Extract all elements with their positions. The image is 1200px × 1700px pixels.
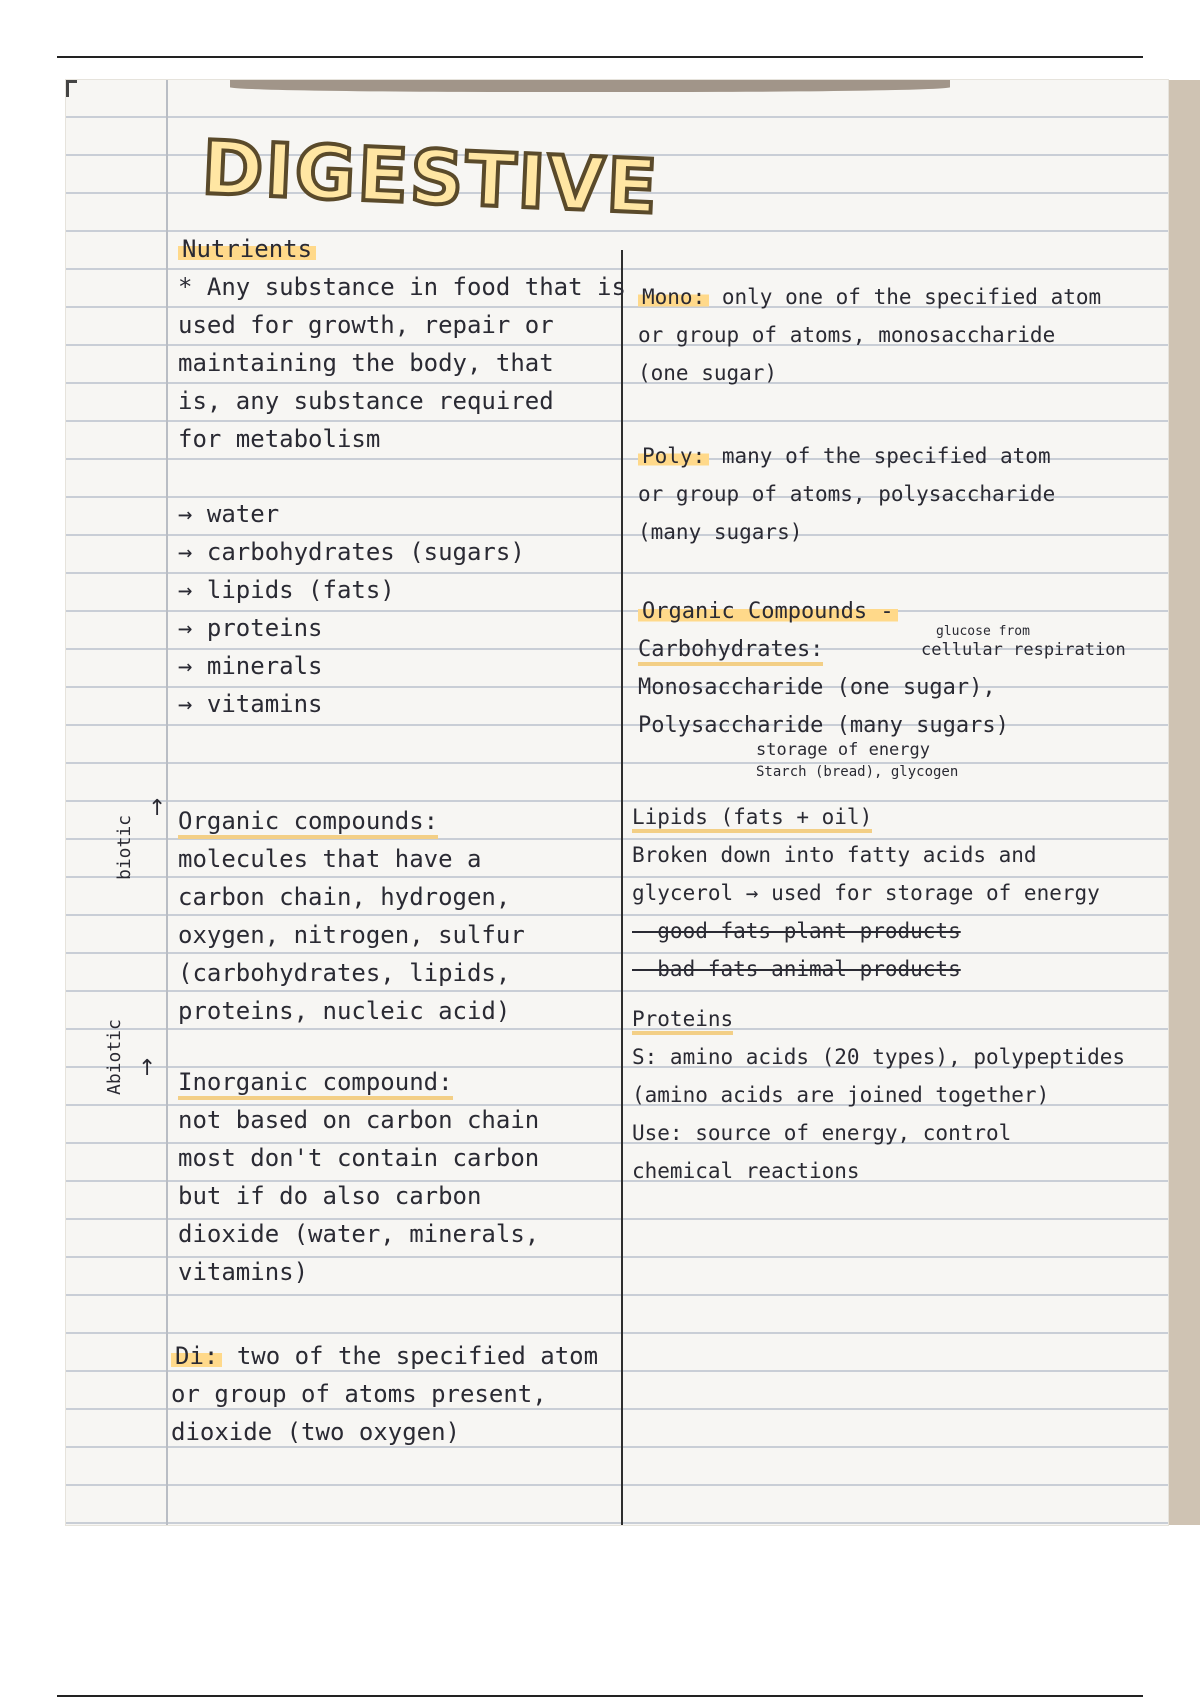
cellular-respiration-note: cellular respiration xyxy=(921,640,1126,660)
poly-label: Poly: xyxy=(638,444,709,468)
lipids-heading: Lipids (fats + oil) xyxy=(632,805,872,833)
list-item: → carbohydrates (sugars) xyxy=(178,538,525,566)
list-item: → lipids (fats) xyxy=(178,576,395,604)
organic-section xyxy=(178,802,525,1030)
abiotic-label: Abiotic xyxy=(104,1019,125,1095)
proteins-line: (amino acids are joined together) xyxy=(632,1083,1050,1107)
poly-line: many of the specified atom xyxy=(721,444,1051,468)
inorganic-line: vitamins) xyxy=(178,1258,309,1286)
inorganic-line: not based on carbon chain xyxy=(178,1106,540,1134)
nutrients-line: maintaining the body, that xyxy=(178,349,554,377)
bottom-rule xyxy=(57,1695,1143,1697)
proteins-line: chemical reactions xyxy=(632,1159,860,1183)
organic-right-line: Polysaccharide (many sugars) xyxy=(638,713,1009,738)
organic-right-heading: Organic Compounds - xyxy=(638,599,898,624)
nutrients-section xyxy=(178,230,626,458)
di-line: dioxide (two oxygen) xyxy=(171,1418,460,1446)
organic-heading: Organic compounds: xyxy=(178,807,438,839)
proteins-heading: Proteins xyxy=(632,1007,733,1035)
organic-line: oxygen, nitrogen, sulfur xyxy=(178,921,525,949)
poly-line: or group of atoms, polysaccharide xyxy=(638,482,1056,506)
lipids-struck-line: - bad fats animal products xyxy=(632,957,961,981)
list-item: → minerals xyxy=(178,652,323,680)
di-section xyxy=(171,1337,598,1451)
nutrients-line: is, any substance required xyxy=(178,387,554,415)
poly-section xyxy=(638,437,1055,551)
di-line: or group of atoms present, xyxy=(171,1380,547,1408)
list-item: → proteins xyxy=(178,614,323,642)
mono-line: or group of atoms, monosaccharide xyxy=(638,323,1056,347)
nutrients-line: used for growth, repair or xyxy=(178,311,554,339)
lipids-line: Broken down into fatty acids and xyxy=(632,843,1037,867)
mono-line: (one sugar) xyxy=(638,361,778,385)
poly-line: (many sugars) xyxy=(638,520,803,544)
organic-line: proteins, nucleic acid) xyxy=(178,997,511,1025)
di-label: Di: xyxy=(171,1342,222,1370)
organic-compounds-right xyxy=(638,593,1009,745)
mono-line: only one of the specified atom xyxy=(721,285,1102,309)
list-item: → vitamins xyxy=(178,690,323,718)
carbohydrates-heading: Carbohydrates: xyxy=(638,637,823,666)
biotic-label: biotic xyxy=(114,814,135,880)
lipids-line: glycerol → used for storage of energy xyxy=(632,881,1100,905)
list-item: → water xyxy=(178,500,280,528)
starch-note: Starch (bread), glycogen xyxy=(756,764,959,780)
page-title: DIGESTIVE xyxy=(200,125,661,231)
corner-mark xyxy=(66,80,77,97)
nutrients-line: for metabolism xyxy=(178,425,381,453)
organic-line: molecules that have a xyxy=(178,845,482,873)
arrow-up-icon: ↑ xyxy=(138,1056,157,1081)
arrow-up-icon: ↑ xyxy=(148,796,167,821)
proteins-line: S: amino acids (20 types), polypeptides xyxy=(632,1045,1126,1069)
proteins-section xyxy=(632,1000,1125,1190)
nutrients-heading: Nutrients xyxy=(178,235,316,263)
storage-note: storage of energy xyxy=(756,740,930,760)
notebook-page xyxy=(66,80,1168,1525)
background-fabric-top xyxy=(230,80,950,92)
organic-line: carbon chain, hydrogen, xyxy=(178,883,511,911)
inorganic-line: dioxide (water, minerals, xyxy=(178,1220,540,1248)
lipids-section xyxy=(632,798,1100,988)
glucose-note: glucose from xyxy=(936,624,1030,639)
organic-right-line: Monosaccharide (one sugar), xyxy=(638,675,996,700)
di-line: two of the specified atom xyxy=(236,1342,599,1370)
inorganic-section xyxy=(178,1063,539,1291)
lipids-struck-line: - good fats plant products xyxy=(632,919,961,943)
mono-section xyxy=(638,278,1101,392)
organic-line: (carbohydrates, lipids, xyxy=(178,959,511,987)
nutrients-line: * Any substance in food that is xyxy=(178,273,626,301)
proteins-line: Use: source of energy, control xyxy=(632,1121,1012,1145)
nutrients-list xyxy=(178,495,525,723)
inorganic-line: but if do also carbon xyxy=(178,1182,482,1210)
top-rule xyxy=(57,56,1143,58)
inorganic-heading: Inorganic compound: xyxy=(178,1068,453,1100)
mono-label: Mono: xyxy=(638,285,709,309)
inorganic-line: most don't contain carbon xyxy=(178,1144,540,1172)
